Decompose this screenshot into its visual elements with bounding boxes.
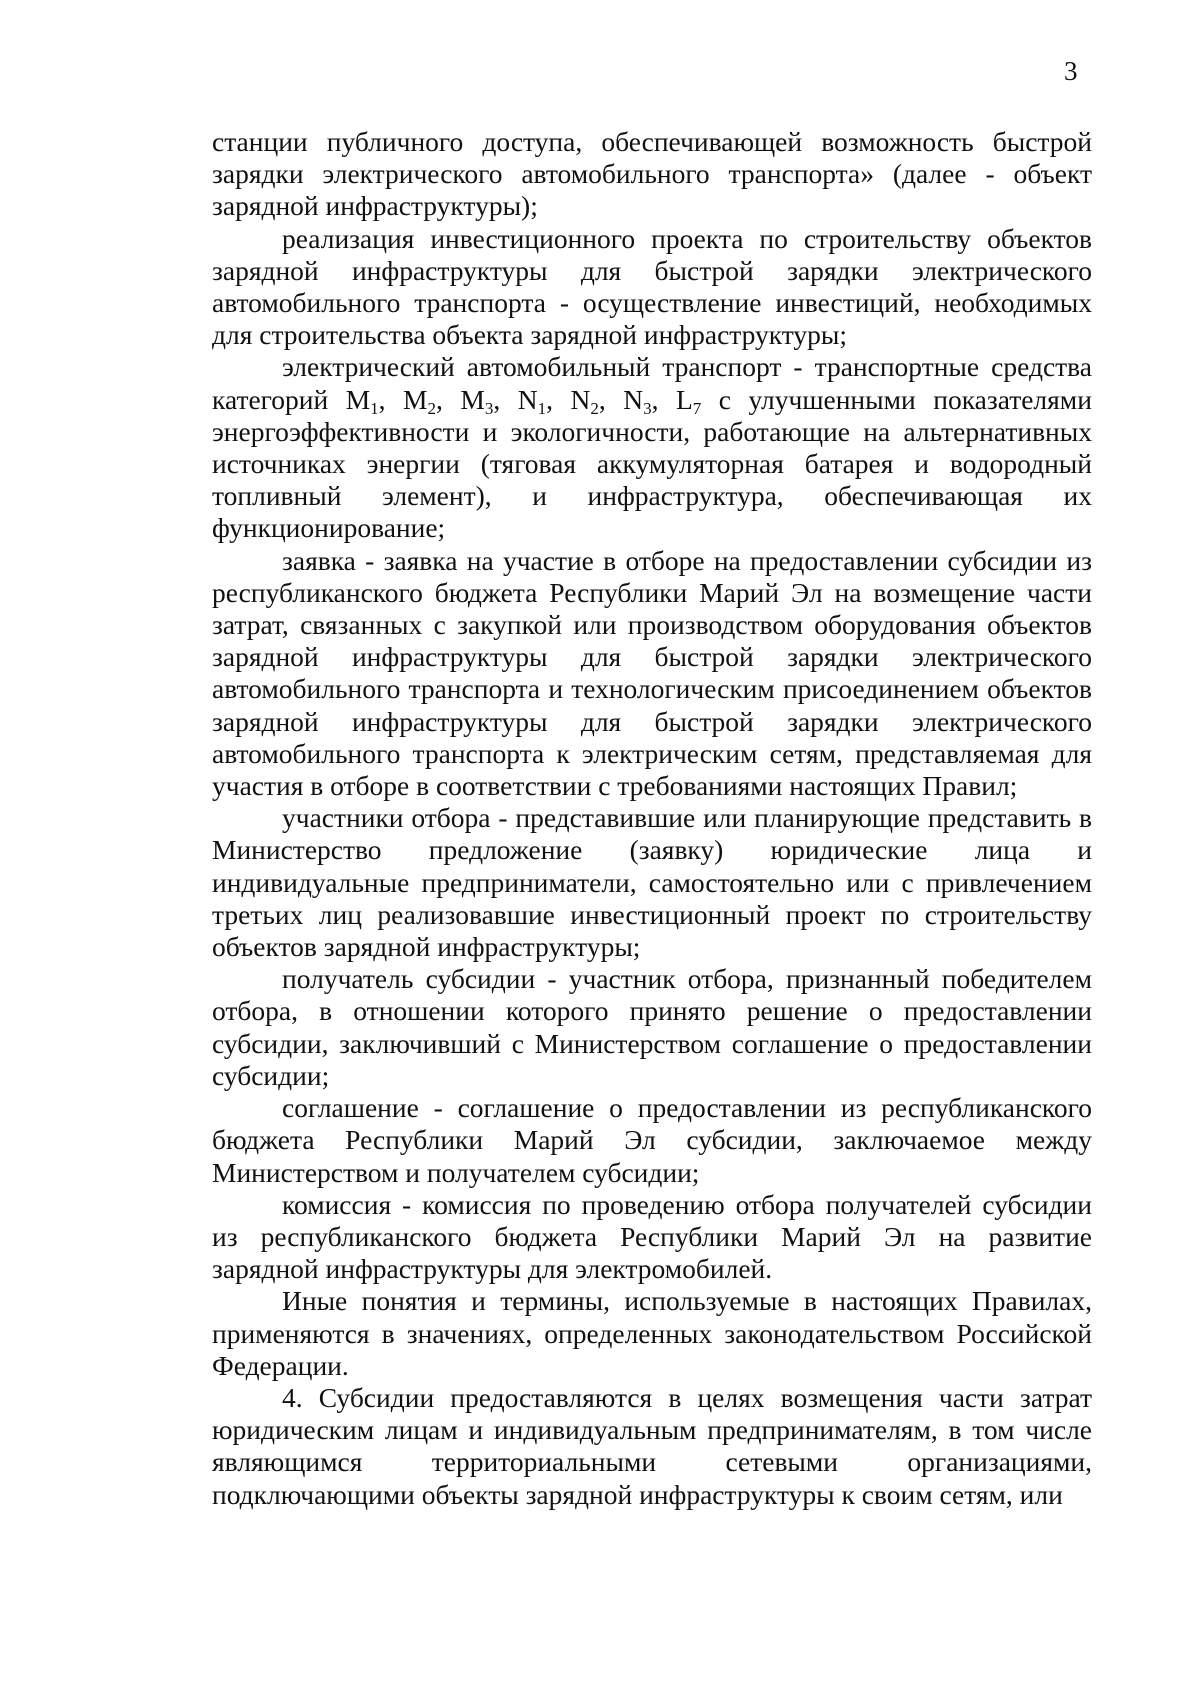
paragraph-recipient-definition: получатель субсидии - участник отбора, признанный победителем отбора, в отношении которого принято решение о предоставлении субсидии, заключивший с Министерством соглашение о предоставлении субсидии;	[212, 963, 1092, 1091]
paragraph-charging-station-definition: станции публичного доступа, обеспечивающей возможность быстрой зарядки электрического автомобильного транспорта» (далее - объект зарядной инфраструктуры);	[212, 126, 1092, 222]
paragraph-electric-transport-definition: электрический автомобильный транспорт - транспортные средства категорий $M_1$, $M_2$, $M_3$, $N_1$, $N_2$, $N_3$, $L_7$ с улучшенными показателями энергоэффективности и экологичности, работающие на альтернативных источниках энергии (тяговая аккумуляторная батарея и водородный топливный элемент), и инфраструктура, обеспечивающая их функционирование;	[212, 351, 1092, 544]
paragraph-other-terms: Иные понятия и термины, используемые в настоящих Правилах, применяются в значениях, определенных законодательством Российской Федерации.	[212, 1285, 1092, 1381]
paragraph-agreement-definition: соглашение - соглашение о предоставлении из республиканского бюджета Республики Марий Эл субсидии, заключаемое между Министерством и получателем субсидии;	[212, 1092, 1092, 1188]
paragraph-subsidy-purpose: 4. Субсидии предоставляются в целях возмещения части затрат юридическим лицам и индивидуальным предпринимателям, в том числе являющимся территориальными сетевыми организациями, подключающими объекты зарядной инфраструктуры к своим сетям, или	[212, 1381, 1092, 1510]
paragraph-investment-project-definition: реализация инвестиционного проекта по строительству объектов зарядной инфраструктуры для быстрой зарядки электрического автомобильного транспорта - осуществление инвестиций, необходимых для строительства объекта зарядной инфраструктуры;	[212, 222, 1092, 351]
paragraph-application-definition: заявка - заявка на участие в отборе на предоставлении субсидии из республиканского бюджета Республики Марий Эл на возмещение части затрат, связанных с закупкой или производством оборудования объектов зарядной инфраструктуры для быстрой зарядки электрического автомобильного транспорта и технологическим присоединением объектов зарядной инфраструктуры для быстрой зарядки электрического автомобильного транспорта к электрическим сетям, представляемая для участия в отборе в соответствии с требованиями настоящих Правил;	[212, 544, 1092, 802]
document-body	[212, 126, 1092, 1511]
paragraph-participants-definition: участники отбора - представившие или планирующие представить в Министерство предложение (заявку) юридические лица и индивидуальные предприниматели, самостоятельно или с привлечением третьих лиц реализовавшие инвестиционный проект по строительству объектов зарядной инфраструктуры;	[212, 802, 1092, 963]
page-number: 3	[1064, 56, 1078, 86]
paragraph-commission-definition: комиссия - комиссия по проведению отбора получателей субсидии из республиканского бюджета Республики Марий Эл на развитие зарядной инфраструктуры для электромобилей.	[212, 1188, 1092, 1285]
